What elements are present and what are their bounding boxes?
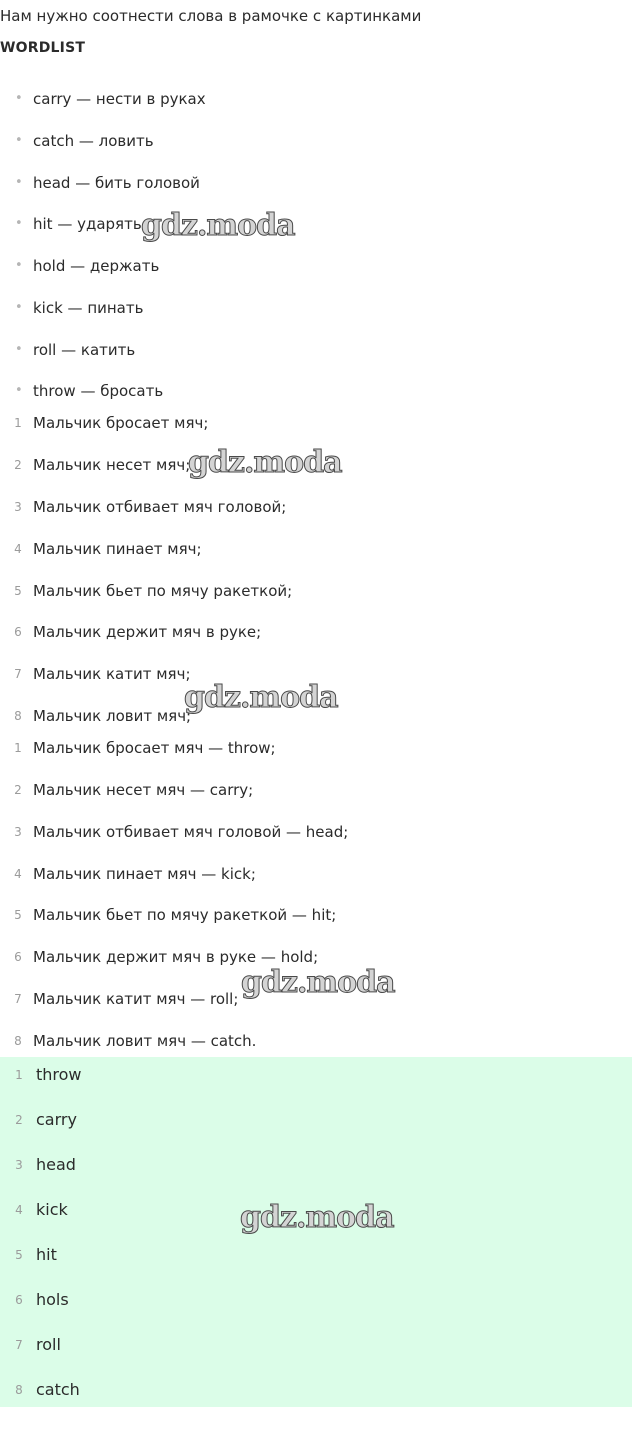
item-number: 1 bbox=[15, 1068, 23, 1082]
answer-text: hols bbox=[36, 1290, 69, 1309]
answer-text: catch bbox=[36, 1380, 80, 1399]
bullet-icon: • bbox=[15, 258, 23, 273]
match-text: Мальчик катит мяч — roll; bbox=[33, 990, 239, 1008]
item-number: 4 bbox=[14, 542, 22, 556]
item-number: 1 bbox=[14, 741, 22, 755]
wordlist-item-text: hit — ударять bbox=[33, 215, 142, 233]
sentence-text: Мальчик бьет по мячу ракеткой; bbox=[33, 582, 293, 600]
sentence-text: Мальчик пинает мяч; bbox=[33, 540, 202, 558]
item-number: 7 bbox=[15, 1338, 23, 1352]
sentence-text: Мальчик несет мяч; bbox=[33, 456, 191, 474]
match-text: Мальчик отбивает мяч головой — head; bbox=[33, 823, 349, 841]
wordlist-item-text: hold — держать bbox=[33, 257, 160, 275]
item-number: 6 bbox=[15, 1293, 23, 1307]
match-text: Мальчик пинает мяч — kick; bbox=[33, 865, 256, 883]
item-number: 1 bbox=[14, 416, 22, 430]
answer-text: kick bbox=[36, 1200, 68, 1219]
bullet-icon: • bbox=[15, 300, 23, 315]
wordlist-item-text: catch — ловить bbox=[33, 132, 154, 150]
wordlist-item-text: head — бить головой bbox=[33, 174, 200, 192]
bullet-icon: • bbox=[15, 383, 23, 398]
match-text: Мальчик бьет по мячу ракеткой — hit; bbox=[33, 906, 337, 924]
item-number: 3 bbox=[14, 500, 22, 514]
watermark: gdz.moda bbox=[141, 208, 295, 243]
match-text: Мальчик бросает мяч — throw; bbox=[33, 739, 276, 757]
bullet-icon: • bbox=[15, 342, 23, 357]
item-number: 5 bbox=[14, 584, 22, 598]
item-number: 3 bbox=[15, 1158, 23, 1172]
watermark: gdz.moda bbox=[184, 680, 338, 715]
item-number: 3 bbox=[14, 825, 22, 839]
item-number: 2 bbox=[14, 783, 22, 797]
bullet-icon: • bbox=[15, 91, 23, 106]
wordlist-item-text: kick — пинать bbox=[33, 299, 144, 317]
item-number: 2 bbox=[15, 1113, 23, 1127]
item-number: 2 bbox=[14, 458, 22, 472]
item-number: 8 bbox=[14, 709, 22, 723]
watermark: gdz.moda bbox=[241, 965, 395, 1000]
item-number: 8 bbox=[14, 1034, 22, 1048]
item-number: 6 bbox=[14, 950, 22, 964]
wordlist-item-text: throw — бросать bbox=[33, 382, 164, 400]
item-number: 5 bbox=[14, 908, 22, 922]
answer-text: carry bbox=[36, 1110, 77, 1129]
answer-text: hit bbox=[36, 1245, 57, 1264]
sentence-text: Мальчик катит мяч; bbox=[33, 665, 191, 683]
sentence-text: Мальчик держит мяч в руке; bbox=[33, 623, 262, 641]
match-text: Мальчик ловит мяч — catch. bbox=[33, 1032, 257, 1050]
item-number: 6 bbox=[14, 625, 22, 639]
wordlist-item-text: roll — катить bbox=[33, 341, 136, 359]
sentence-text: Мальчик бросает мяч; bbox=[33, 414, 209, 432]
watermark: gdz.moda bbox=[188, 445, 342, 480]
sentence-text: Мальчик ловит мяч; bbox=[33, 707, 192, 725]
answer-text: throw bbox=[36, 1065, 82, 1084]
answer-text: head bbox=[36, 1155, 76, 1174]
answer-box bbox=[0, 1057, 632, 1407]
item-number: 4 bbox=[14, 867, 22, 881]
sentence-text: Мальчик отбивает мяч головой; bbox=[33, 498, 287, 516]
wordlist-item-text: carry — нести в руках bbox=[33, 90, 206, 108]
wordlist-heading: WORDLIST bbox=[0, 40, 86, 56]
item-number: 4 bbox=[15, 1203, 23, 1217]
bullet-icon: • bbox=[15, 175, 23, 190]
match-text: Мальчик держит мяч в руке — hold; bbox=[33, 948, 319, 966]
bullet-icon: • bbox=[15, 216, 23, 231]
answer-text: roll bbox=[36, 1335, 61, 1354]
bullet-icon: • bbox=[15, 133, 23, 148]
item-number: 8 bbox=[15, 1383, 23, 1397]
item-number: 5 bbox=[15, 1248, 23, 1262]
watermark: gdz.moda bbox=[240, 1200, 394, 1235]
item-number: 7 bbox=[14, 992, 22, 1006]
item-number: 7 bbox=[14, 667, 22, 681]
intro-text: Нам нужно соотнести слова в рамочке с картинками bbox=[0, 7, 422, 25]
match-text: Мальчик несет мяч — carry; bbox=[33, 781, 254, 799]
